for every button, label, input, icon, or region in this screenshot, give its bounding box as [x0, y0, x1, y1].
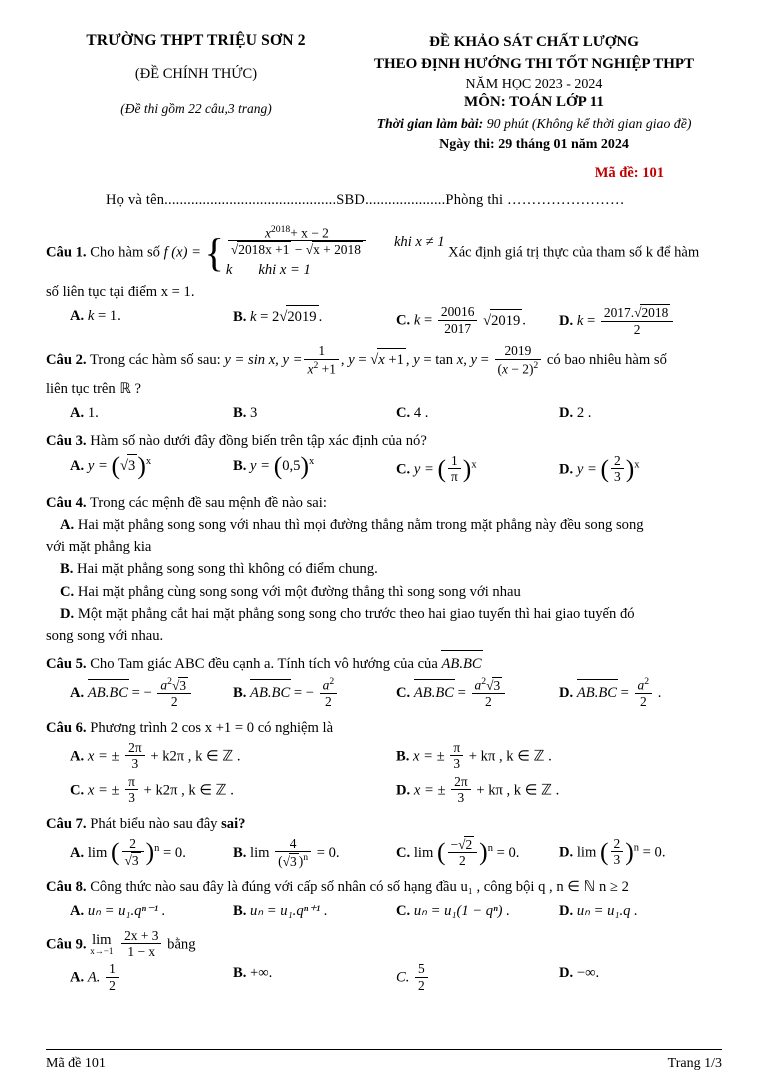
option-b[interactable]: B. uₙ = u₁.qⁿ⁺¹ .: [233, 903, 328, 920]
header-left-block: [46, 26, 346, 117]
option-c[interactable]: C. AB.BC = $\frac{a^2√3}{2}$: [396, 677, 559, 710]
question-3: [46, 430, 722, 486]
question-8-label: Câu 8.: [46, 879, 87, 896]
question-1-text-after: Xác định giá trị thực của tham số k để hàm: [448, 244, 700, 261]
duration-label: Thời gian làm bài:: [376, 115, 484, 131]
option-a[interactable]: A. Hai mặt phẳng song song với nhau thì mọi đường thẳng nằm trong mặt phẳng này đều song song: [60, 517, 644, 534]
question-1: [46, 225, 722, 339]
question-7-text: Phát biểu nào sau đây: [90, 815, 218, 832]
option-c[interactable]: C. y = ( $\frac{1}{\pi}$ )$^x$: [396, 453, 477, 485]
exam-body: [46, 225, 722, 995]
question-4-text: Trong các mệnh đề sau mệnh đề nào sai:: [89, 494, 327, 511]
option-a[interactable]: A. x = ± $\frac{2\pi}{3}$ + k2π , k ∈ ℤ .: [70, 739, 241, 772]
subject-grade: MÔN: TOÁN LỚP 11: [464, 93, 604, 110]
option-a[interactable]: A. lim ( $\frac{2}{√3}$ )$^n$ = 0.: [70, 835, 186, 869]
candidate-info-field: Họ và tên.............................................SBD.....................Phòng thi ……………………: [106, 191, 625, 208]
question-9-options: [46, 962, 722, 994]
option-d[interactable]: D. AB.BC = $\frac{a^2}{2}$ .: [559, 676, 662, 710]
option-d[interactable]: D. Một mặt phẳng cắt hai mặt phẳng song song cho trước theo hai giao tuyến thì hai giao tuyến đó: [60, 605, 635, 622]
footer-page-number: Trang 1/3: [667, 1056, 722, 1071]
option-c[interactable]: C. lim ( $\frac{-√2}{2}$ )$^n$ = 0.: [396, 836, 520, 869]
header-right-block: [346, 26, 722, 153]
question-5-label: Câu 5.: [46, 656, 87, 673]
case-1-expression: $\frac{x^{2018}+ x - 2}{√2018x +1 - √x + 2018}$: [228, 224, 366, 258]
question-9-tail: bằng: [167, 935, 196, 952]
option-d[interactable]: D. uₙ = u₁.q .: [559, 903, 638, 920]
question-2-continued: liên tục trên ℝ ?: [46, 380, 142, 397]
question-count-note: (Đề thi gồm 22 câu,3 trang): [120, 101, 272, 116]
option-d[interactable]: D. −∞.: [559, 965, 600, 982]
question-2-tail: có bao nhiêu hàm số: [546, 352, 667, 369]
brace-glyph: {: [204, 229, 224, 275]
question-7-label: Câu 7.: [46, 815, 87, 832]
question-7: [46, 813, 722, 871]
limit-operator: lim x→−1: [90, 931, 114, 957]
exam-title-line1: ĐỀ KHẢO SÁT CHẤT LƯỢNG: [429, 34, 639, 50]
case-1-condition: khi x ≠ 1: [393, 233, 445, 250]
option-c[interactable]: C. x = ± $\frac{\pi}{3}$ + k2π , k ∈ ℤ .: [70, 773, 234, 806]
option-d-continued: song song với nhau.: [46, 627, 164, 644]
question-2-label: Câu 2.: [46, 352, 87, 369]
question-4-label: Câu 4.: [46, 494, 87, 511]
question-2-f1: y = sin x,: [224, 352, 279, 369]
option-b[interactable]: B. AB.BC = − $\frac{a^2}{2}$: [233, 677, 396, 710]
option-c[interactable]: C. 4 .: [396, 404, 429, 421]
option-b[interactable]: B. lim $\frac{4}{(√3 )^n}$ = 0.: [233, 835, 340, 869]
case-2-condition: khi x = 1: [258, 261, 311, 278]
question-6-text: Phương trình 2 cos x +1 = 0 có nghiệm là: [90, 719, 334, 736]
exam-title-line2: THEO ĐỊNH HƯỚNG THI TỐT NGHIỆP THPT: [373, 55, 695, 72]
option-c[interactable]: C. $\frac{5}{2}$: [396, 962, 559, 994]
official-note: (ĐỀ CHÍNH THỨC): [134, 66, 258, 82]
option-b[interactable]: B. Hai mặt phẳng song song thì không có điểm chung.: [60, 561, 378, 578]
exam-code: Mã đề: 101: [594, 164, 664, 181]
option-c[interactable]: C. k = $\frac{20016}{2017}$ √2019 .: [396, 304, 526, 336]
question-5-options: [46, 677, 722, 710]
question-1-options: [46, 305, 722, 338]
question-7-options: [46, 837, 722, 870]
duration-value: 90 phút (Không kể thời gian giao đề): [486, 115, 692, 131]
question-8-options: [46, 900, 722, 922]
option-c[interactable]: C. uₙ = u₁(1 − qⁿ) .: [396, 903, 510, 920]
option-d[interactable]: D. x = ± $\frac{2\pi}{3}$ + kπ , k ∈ ℤ .: [396, 773, 560, 806]
option-b[interactable]: B. k = 2√2019 .: [233, 305, 396, 338]
option-d[interactable]: D. y = ( $\frac{2}{3}$ )$^x$: [559, 453, 640, 485]
option-b[interactable]: B. x = ± $\frac{\pi}{3}$ + kπ , k ∈ ℤ .: [396, 739, 552, 772]
school-year: NĂM HỌC 2023 - 2024: [465, 76, 603, 92]
question-2: Câu 2. Trong các hàm số sau: y = sin x, y = $\frac{1}{x^2 +1}$ , y = √x +1 , y = tan x, y = $\frac{2019}{(x - 2)^2}$ có bao nhiêu hàm số liên tục trên ℝ ? A. 1. B. 3 C. 4 . D. 2 .: [46, 344, 722, 424]
question-3-text: Hàm số nào dưới đây đồng biến trên tập xác định của nó?: [90, 432, 427, 449]
school-name: TRƯỜNG THPT TRIỆU SƠN 2: [86, 32, 306, 49]
question-5-text: Cho Tam giác ABC đều cạnh a. Tính tích vô hướng của của: [90, 656, 438, 673]
option-d[interactable]: D. k = $\frac{2017.√2018}{2}$: [559, 305, 722, 338]
question-2-text: Trong các hàm số sau:: [89, 352, 221, 369]
exam-date: Ngày thi: 29 tháng 01 năm 2024: [439, 136, 629, 152]
option-b[interactable]: B. $y = (0,5)^x$: [233, 450, 315, 480]
question-1-function: f (x) =: [163, 244, 201, 261]
option-b[interactable]: B. +∞.: [233, 965, 273, 982]
question-7-emphasis: sai?: [221, 815, 246, 832]
case-2-expression: k: [225, 261, 233, 278]
question-8-text: Công thức nào sau đây là đúng với cấp số nhân có số hạng đầu u₁ , công bội q , n ∈ ℕ n ≥ 2: [90, 879, 629, 896]
question-3-label: Câu 3.: [46, 432, 87, 449]
vector-ab-bc: AB.BC: [441, 653, 481, 675]
option-a-continued: với mặt phẳng kia: [46, 539, 152, 556]
question-3-options: [46, 450, 722, 486]
option-b[interactable]: B. 3: [233, 404, 258, 421]
option-a[interactable]: A. AB.BC = − $\frac{a^2√3}{2}$: [70, 677, 233, 710]
option-a[interactable]: A. $y = (√3)^x$: [70, 450, 152, 480]
question-1-text: Cho hàm số: [90, 244, 160, 261]
option-a[interactable]: A. uₙ = u₁.qⁿ⁻¹ .: [70, 903, 166, 920]
question-6-options-row2: [46, 775, 722, 807]
question-9-label: Câu 9.: [46, 935, 87, 952]
question-5: [46, 653, 722, 711]
question-9: [46, 929, 722, 995]
question-8: [46, 876, 722, 922]
question-1-continued: số liên tục tại điểm x = 1.: [46, 284, 195, 301]
document-header: [46, 26, 722, 153]
question-1-label: Câu 1.: [46, 244, 87, 261]
footer-exam-code: Mã đề 101: [46, 1056, 106, 1071]
question-6-label: Câu 6.: [46, 719, 87, 736]
option-c[interactable]: C. Hai mặt phẳng cùng song song với một đường thẳng thì song song với nhau: [60, 583, 521, 600]
option-a[interactable]: A. A. $\frac{1}{2}$: [70, 962, 233, 994]
option-d[interactable]: D. lim ( $\frac{2}{3}$ )$^n$ = 0.: [559, 835, 666, 868]
question-6-options-row1: [46, 741, 722, 773]
exam-duration: [346, 116, 722, 132]
option-a[interactable]: A. 1.: [70, 404, 99, 421]
question-2-options: [46, 402, 722, 424]
question-1-cases: [205, 225, 445, 282]
option-a[interactable]: A. k = 1.: [70, 308, 121, 325]
limit-expression: $\frac{2x + 3}{1 - x}$: [121, 928, 161, 960]
option-d[interactable]: D. 2 .: [559, 404, 592, 421]
question-4: [46, 492, 722, 647]
page-footer: [46, 1049, 722, 1072]
question-6: [46, 717, 722, 807]
